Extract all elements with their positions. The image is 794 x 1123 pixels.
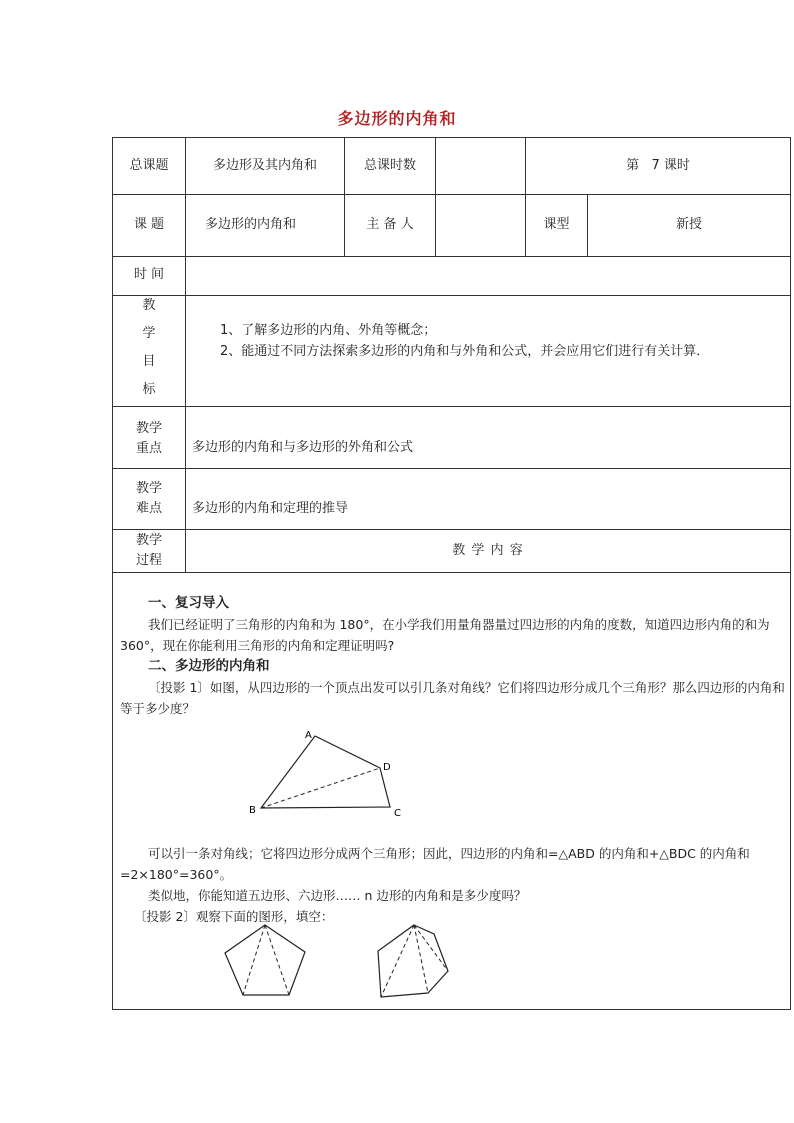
process-label	[113, 531, 185, 571]
row-divider	[113, 468, 790, 469]
row-divider	[113, 406, 790, 407]
process-header: 教 学 内 容	[452, 543, 524, 558]
pentagon-figure	[218, 922, 318, 1002]
lesson-type-value: 新授	[675, 217, 702, 232]
time-label: 时 间	[133, 267, 165, 282]
quadrilateral-figure	[240, 724, 440, 824]
label-line: 教学	[135, 481, 162, 496]
section2-heading: 二、多边形的内角和	[148, 658, 270, 674]
vertex-label-a: A	[305, 730, 312, 741]
row-divider	[113, 295, 790, 296]
total-topic-value: 多边形及其内角和	[212, 158, 317, 173]
vertex-label-c: C	[394, 808, 401, 819]
keypoint-label	[113, 419, 185, 459]
projection2-paragraph: 〔投影 2〕观察下面的图形，填空：	[134, 909, 334, 924]
keypoint-text: 多边形的内角和与多边形的外角和公式	[192, 440, 414, 455]
document-title: 多边形的内角和	[337, 109, 457, 128]
topic-value: 多边形的内角和	[205, 217, 297, 232]
topic-label: 课 题	[133, 217, 165, 232]
total-hours-label: 总课时数	[363, 158, 416, 173]
objective-item: 1、了解多边形的内角、外角等概念；	[220, 323, 437, 338]
label-line: 重点	[135, 441, 162, 456]
label-line: 教学	[135, 421, 162, 436]
section1-heading: 一、复习导入	[148, 595, 229, 611]
label-char: 目	[142, 354, 156, 369]
section1-paragraph: 我们已经证明了三角形的内角和为 180°，在小学我们用量角器量过四边形的内角的度数，知道四边形内角的和为 360°，现在你能利用三角形的内角和定理证明吗?	[120, 617, 770, 653]
col-divider	[525, 138, 526, 256]
label-char: 教	[142, 298, 156, 313]
hexagon-diagonal	[381, 925, 414, 997]
difficulty-text: 多边形的内角和定理的推导	[192, 501, 349, 516]
hexagon-figure	[370, 920, 470, 1000]
quadrilateral-shape	[261, 736, 390, 808]
col-divider	[344, 138, 345, 256]
hexagon-diagonal	[414, 925, 428, 993]
objectives-label	[114, 292, 184, 404]
objective-item: 2、能通过不同方法探索多边形的内角和与外角和公式，并会应用它们进行有关计算．	[220, 344, 710, 359]
total-topic-label: 总课题	[129, 158, 169, 173]
pentagon-diagonal	[265, 925, 289, 995]
pentagon-diagonal	[243, 925, 265, 995]
pentagon-shape	[225, 925, 305, 995]
row-divider	[113, 572, 790, 573]
label-line: 教学	[135, 533, 162, 548]
preparer-label: 主 备 人	[366, 217, 414, 232]
hexagon-shape	[378, 925, 448, 997]
lesson-type-label: 课型	[543, 217, 570, 232]
period-number: 第 7 课时	[626, 158, 690, 173]
col-divider	[435, 138, 436, 256]
projection1-paragraph: 〔投影 1〕如图，从四边形的一个顶点出发可以引几条对角线？它们将四边形分成几个三角形？那么四边形的内角和等于多少度？	[120, 680, 785, 716]
vertex-label-d: D	[383, 762, 391, 773]
label-char: 标	[142, 382, 156, 397]
diagonal-bd	[261, 768, 380, 808]
vertex-label-b: B	[249, 805, 256, 816]
row-divider	[113, 529, 790, 530]
label-line: 难点	[135, 501, 162, 516]
row-divider	[113, 194, 790, 195]
col-divider	[185, 138, 186, 572]
question-paragraph: 类似地，你能知道五边形、六边形…… n 边形的内角和是多少度吗？	[148, 888, 527, 903]
label-char: 学	[142, 326, 156, 341]
explanation-paragraph: 可以引一条对角线；它将四边形分成两个三角形；因此，四边形的内角和=△ABD 的内角和+△BDC 的内角和=2×180°=360°。	[120, 846, 750, 882]
difficulty-label	[113, 479, 185, 519]
label-line: 过程	[135, 553, 162, 568]
row-divider	[113, 256, 790, 257]
